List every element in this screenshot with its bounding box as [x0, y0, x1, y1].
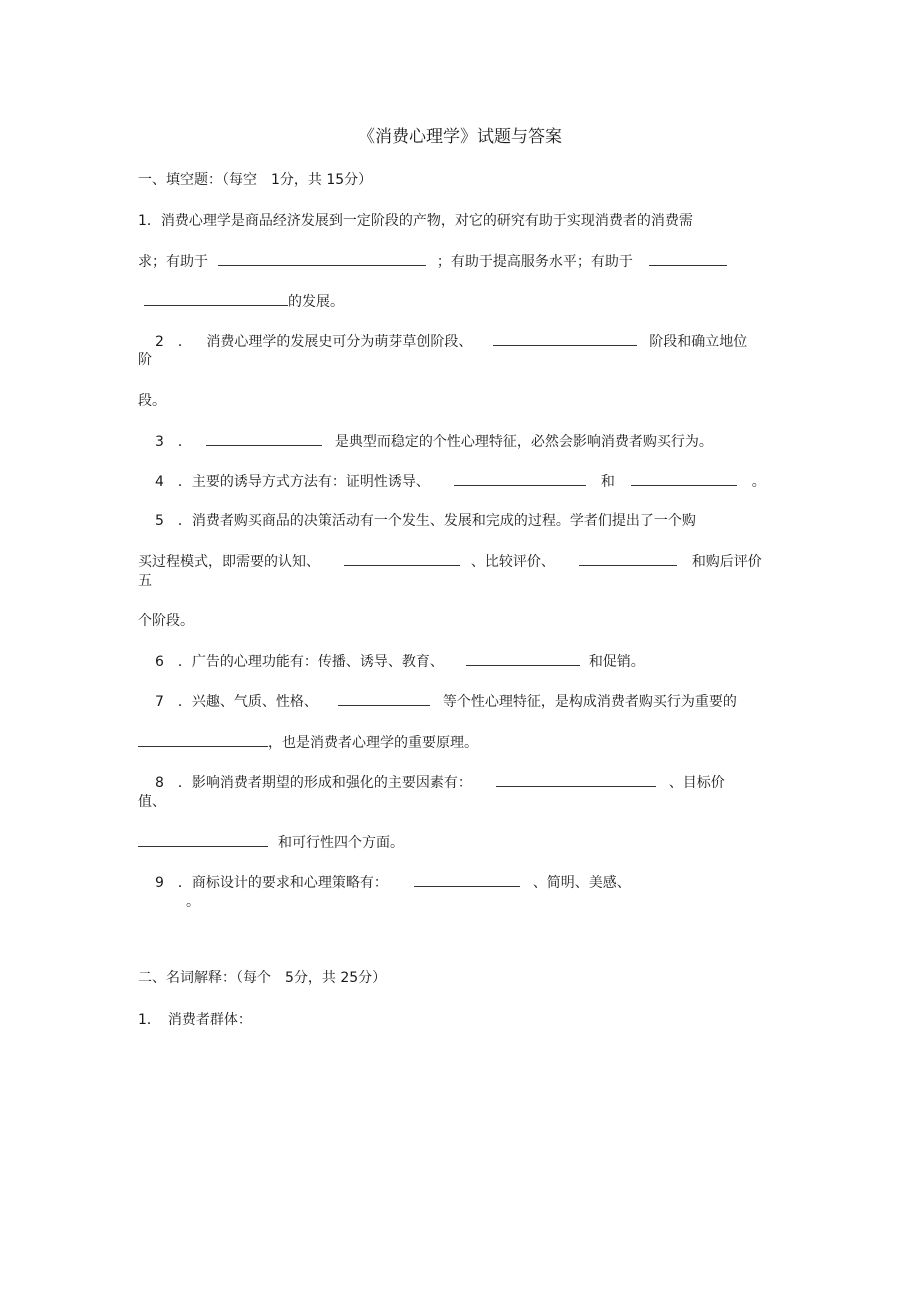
q8-text-lead: 8 ．影响消费者期望的形成和强化的主要因素有： [155, 775, 472, 791]
q2-text-a: 消费心理学的发展史可分为萌芽草创阶段、 [206, 334, 473, 350]
q6-text-end: 和促销。 [588, 654, 645, 670]
q5-blank-2[interactable] [579, 553, 677, 566]
q1-line2-text-a: 求；有助于 [138, 254, 208, 270]
q9-line1 [155, 874, 631, 891]
q5-line3: 个阶段。 [138, 613, 194, 629]
q7-text-lead: 7 ．兴趣、气质、性格、 [155, 694, 318, 710]
q5-line2-text-c: 和购后评价 [691, 554, 762, 570]
q6-line [155, 653, 645, 670]
q3-text: 是典型而稳定的个性心理特征，必然会影响消费者购买行为。 [334, 434, 713, 450]
q5-line2-text-a: 买过程模式，即需要的认知、 [138, 554, 320, 570]
q4-blank-2[interactable] [631, 473, 737, 486]
q5-wrap: 五 [138, 573, 152, 589]
q8-wrap: 值、 [138, 794, 166, 810]
q4-text-end: 。 [751, 474, 766, 490]
q7-blank-1[interactable] [338, 693, 430, 706]
q9-blank-1[interactable] [414, 874, 520, 887]
q9-text-lead: 9 ．商标设计的要求和心理策略有： [155, 875, 388, 891]
q7-blank-2[interactable] [138, 734, 268, 747]
q4-line [155, 473, 766, 490]
q4-text-mid: 和 [600, 474, 615, 490]
section2-heading: 二、名词解释：（每个 5分，共 25分） [138, 970, 387, 986]
document-title: 《消费心理学》试题与答案 [358, 127, 562, 147]
q1-line3 [144, 293, 344, 310]
q2-wrap: 阶 [138, 352, 152, 368]
q7-text-mid: 等个性心理特征，是构成消费者购买行为重要的 [442, 694, 737, 710]
q5-blank-1[interactable] [344, 553, 460, 566]
q1-blank-2[interactable] [649, 253, 727, 266]
q1-blank-3[interactable] [144, 293, 288, 306]
q3-line [155, 433, 713, 450]
q1-line2 [138, 253, 727, 270]
q5-line2-text-b: 、比较评价、 [470, 554, 555, 570]
q1-line3-text: 的发展。 [288, 294, 344, 310]
q8-blank-2[interactable] [138, 834, 268, 847]
section1-heading: 一、填空题：（每空 1分，共 15分） [138, 172, 373, 188]
q2-blank-1[interactable] [493, 333, 637, 346]
q2-line3: 段。 [138, 393, 166, 409]
q5-line2 [138, 553, 762, 570]
q3-blank-1[interactable] [206, 433, 322, 446]
q1-line2-text-b: ；有助于提高服务水平；有助于 [436, 254, 633, 270]
q1-blank-1[interactable] [218, 253, 426, 266]
q8-line1 [155, 774, 725, 791]
q1-line1: 1．消费心理学是商品经济发展到一定阶段的产物，对它的研究有助于实现消费者的消费需 [138, 213, 693, 229]
q3-number: 3 ． [155, 434, 192, 450]
q9-text-end: 、简明、美感、 [532, 875, 631, 891]
s2-q1: 1． 消费者群体： [138, 1012, 252, 1028]
q8-line3-text: 和可行性四个方面。 [278, 835, 404, 851]
q6-text-lead: 6 ．广告的心理功能有：传播、诱导、教育、 [155, 654, 444, 670]
q8-text-end: 、目标价 [668, 775, 725, 791]
q4-text-lead: 4 ．主要的诱导方式方法有：证明性诱导、 [155, 474, 430, 490]
q2-number: 2 ． [155, 334, 192, 350]
q6-blank-1[interactable] [466, 653, 580, 666]
q9-tail: 。 [186, 894, 200, 910]
q2-text-b: 阶段和确立地位 [649, 334, 748, 350]
q5-line1: 5 ．消费者购买商品的决策活动有一个发生、发展和完成的过程。学者们提出了一个购 [155, 513, 696, 529]
q7-line1 [155, 693, 737, 710]
q8-line3 [138, 834, 404, 851]
q8-blank-1[interactable] [496, 774, 656, 787]
q2-line1 [155, 333, 747, 350]
q7-line2-text: ，也是消费者心理学的重要原理。 [268, 735, 478, 751]
q4-blank-1[interactable] [454, 473, 586, 486]
q7-line2 [138, 734, 478, 751]
